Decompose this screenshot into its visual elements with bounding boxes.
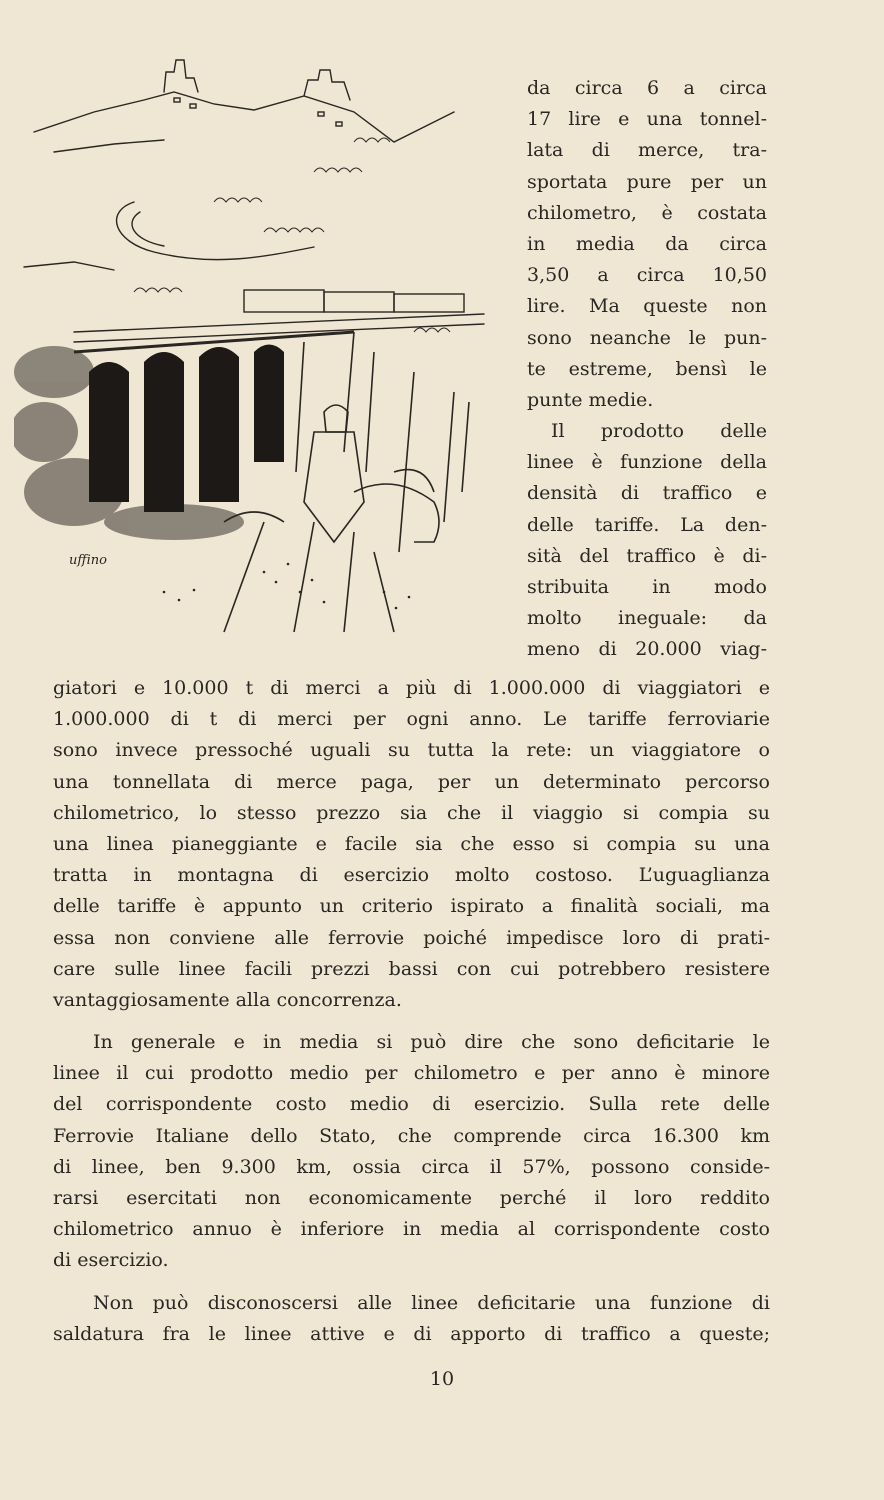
text-line: sono invece pressoché uguali su tutta la rete: un viaggiatore o bbox=[53, 739, 770, 762]
text-line: chilometrico, lo stesso prezzo sia che il viaggio si compia su bbox=[53, 801, 770, 824]
text-line: essa non conviene alle ferrovie poiché impedisce loro di prati- bbox=[53, 926, 770, 949]
full-width-text bbox=[53, 673, 770, 1350]
text-line: tratta in montagna di esercizio molto costoso. L’uguaglianza bbox=[53, 864, 770, 887]
text-line: linee il cui prodotto medio per chilometro e per anno è minore bbox=[53, 1062, 770, 1085]
text-line: stribuita in modo bbox=[527, 576, 767, 598]
text-line: meno di 20.000 viag- bbox=[527, 638, 767, 661]
text-line: 1.000.000 di t di merci per ogni anno. Le tariffe ferroviarie bbox=[53, 708, 770, 731]
paragraph bbox=[53, 673, 770, 1016]
railway-viaduct-illustration bbox=[14, 52, 514, 642]
text-line: linee è funzione della bbox=[527, 451, 767, 474]
page-number: 10 bbox=[429, 1368, 455, 1390]
text-line: delle tariffe. La den- bbox=[527, 513, 767, 536]
text-line: in media da circa bbox=[527, 232, 767, 255]
text-line: lire. Ma queste non bbox=[527, 295, 767, 318]
text-line: di esercizio. bbox=[53, 1249, 169, 1272]
illustrator-signature: uffino bbox=[69, 553, 107, 568]
text-line: care sulle linee facili prezzi bassi con cui potrebbero resistere bbox=[53, 957, 770, 980]
text-line: In generale e in media si può dire che sono deficitarie le bbox=[93, 1031, 770, 1054]
text-line: Il prodotto delle bbox=[551, 420, 767, 443]
text-line: giatori e 10.000 t di merci a più di 1.000.000 di viaggiatori e bbox=[53, 677, 770, 699]
text-line: sportata pure per un bbox=[527, 170, 767, 193]
text-line: sono neanche le pun- bbox=[527, 326, 767, 349]
text-line: del corrispondente costo medio di esercizio. Sulla rete delle bbox=[53, 1093, 770, 1116]
text-line: chilometro, è costata bbox=[527, 201, 767, 224]
text-line: vantaggiosamente alla concorrenza. bbox=[53, 988, 402, 1011]
text-line: da circa 6 a circa bbox=[527, 77, 767, 99]
text-line: sità del traffico è di- bbox=[527, 544, 767, 567]
text-line: rarsi esercitati non economicamente perché il loro reddito bbox=[53, 1187, 770, 1209]
text-line: lata di merce, tra- bbox=[527, 139, 767, 162]
text-line: una linea pianeggiante e facile sia che esso si compia su una bbox=[53, 832, 770, 855]
text-line: 3,50 a circa 10,50 bbox=[527, 264, 767, 287]
text-line: delle tariffe è appunto un criterio ispirato a finalità sociali, ma bbox=[53, 895, 770, 918]
text-line: 17 lire e una tonnel- bbox=[527, 108, 767, 131]
text-line: chilometrico annuo è inferiore in media al corrispondente costo bbox=[53, 1218, 770, 1241]
text-line: Non può disconoscersi alle linee deficitarie una funzione di bbox=[93, 1291, 770, 1314]
text-line: Ferrovie Italiane dello Stato, che comprende circa 16.300 km bbox=[53, 1124, 770, 1147]
text-line: una tonnellata di merce paga, per un determinato percorso bbox=[53, 770, 770, 793]
text-line: punte medie. bbox=[527, 388, 654, 411]
column-text bbox=[527, 73, 767, 666]
paragraph bbox=[53, 1027, 770, 1277]
text-line: te estreme, bensì le bbox=[527, 357, 767, 380]
text-line: di linee, ben 9.300 km, ossia circa il 57%, possono conside- bbox=[53, 1155, 770, 1178]
paragraph bbox=[53, 1288, 770, 1350]
text-line: densità di traffico e bbox=[527, 482, 767, 505]
text-line: saldatura fra le linee attive e di apporto di traffico a queste; bbox=[53, 1322, 770, 1345]
text-line: molto ineguale: da bbox=[527, 607, 767, 630]
